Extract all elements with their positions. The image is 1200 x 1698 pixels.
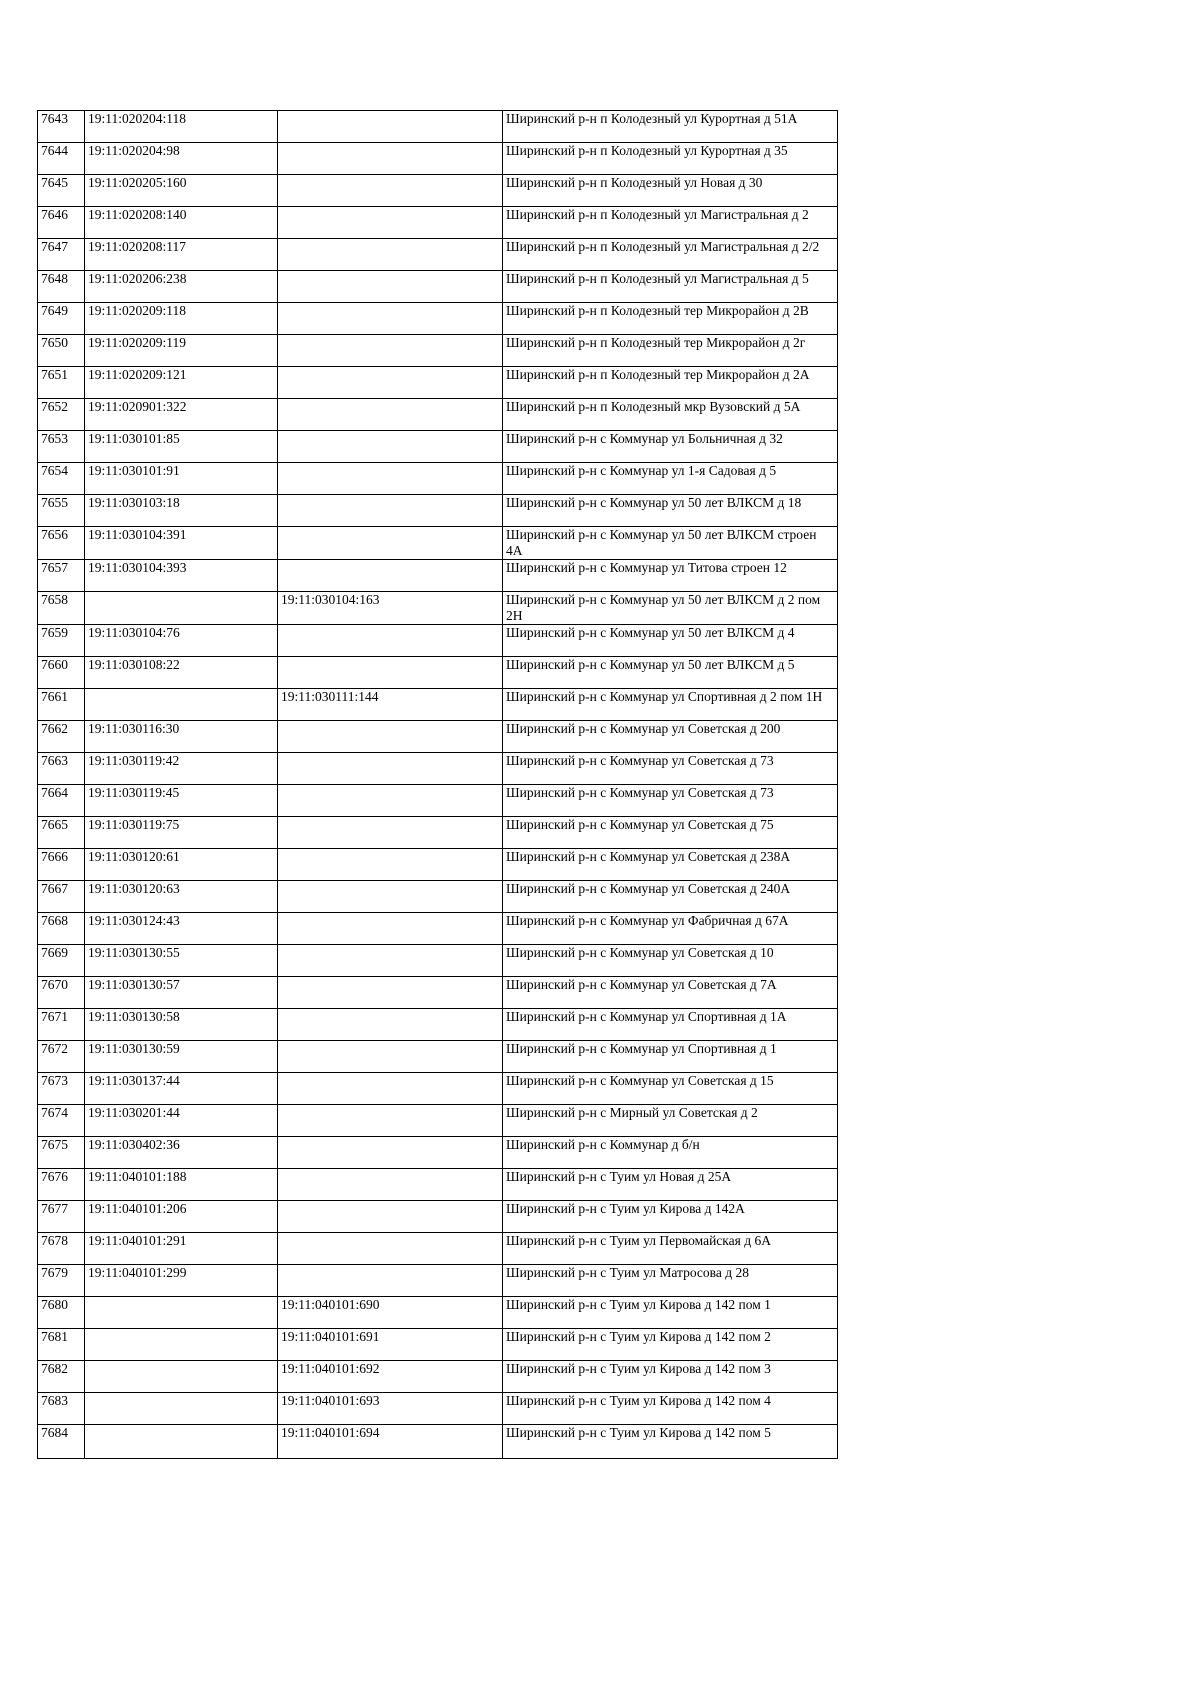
cadastral-number-cell: 19:11:020901:322 — [85, 399, 278, 431]
table-row — [38, 1073, 838, 1105]
table-row — [38, 335, 838, 367]
row-number-cell: 7650 — [38, 335, 85, 367]
premises-cadastral-number-cell — [278, 625, 503, 657]
table-row — [38, 1361, 838, 1393]
row-number-cell: 7679 — [38, 1265, 85, 1297]
table-row — [38, 657, 838, 689]
premises-cadastral-number-cell — [278, 945, 503, 977]
row-number-cell: 7663 — [38, 753, 85, 785]
address-cell: Ширинский р-н с Коммунар ул Советская д 15 — [503, 1073, 838, 1105]
cadastral-number-cell: 19:11:030130:58 — [85, 1009, 278, 1041]
row-number-cell: 7682 — [38, 1361, 85, 1393]
cadastral-number-cell: 19:11:030201:44 — [85, 1105, 278, 1137]
table-row — [38, 689, 838, 721]
table-row — [38, 1233, 838, 1265]
address-cell: Ширинский р-н п Колодезный тер Микрорайон д 2В — [503, 303, 838, 335]
row-number-cell: 7644 — [38, 143, 85, 175]
row-number-cell: 7662 — [38, 721, 85, 753]
address-cell: Ширинский р-н с Туим ул Кирова д 142 пом 3 — [503, 1361, 838, 1393]
table-row — [38, 111, 838, 143]
row-number-cell: 7652 — [38, 399, 85, 431]
row-number-cell: 7668 — [38, 913, 85, 945]
cadastral-number-cell: 19:11:030130:59 — [85, 1041, 278, 1073]
row-number-cell: 7659 — [38, 625, 85, 657]
cadastral-number-cell: 19:11:040101:299 — [85, 1265, 278, 1297]
table-row — [38, 721, 838, 753]
address-cell: Ширинский р-н п Колодезный ул Курортная д 51А — [503, 111, 838, 143]
table-row — [38, 1009, 838, 1041]
row-number-cell: 7661 — [38, 689, 85, 721]
premises-cadastral-number-cell — [278, 271, 503, 303]
registry-table — [37, 110, 838, 1459]
address-cell: Ширинский р-н с Туим ул Новая д 25А — [503, 1169, 838, 1201]
cadastral-number-cell: 19:11:030104:393 — [85, 560, 278, 592]
premises-cadastral-number-cell — [278, 335, 503, 367]
cadastral-number-cell: 19:11:030137:44 — [85, 1073, 278, 1105]
premises-cadastral-number-cell — [278, 753, 503, 785]
row-number-cell: 7672 — [38, 1041, 85, 1073]
address-cell: Ширинский р-н с Туим ул Кирова д 142 пом 2 — [503, 1329, 838, 1361]
table-row — [38, 1265, 838, 1297]
cadastral-number-cell: 19:11:030120:63 — [85, 881, 278, 913]
premises-cadastral-number-cell: 19:11:040101:691 — [278, 1329, 503, 1361]
row-number-cell: 7665 — [38, 817, 85, 849]
cadastral-number-cell — [85, 592, 278, 625]
address-cell: Ширинский р-н п Колодезный ул Магистральная д 5 — [503, 271, 838, 303]
premises-cadastral-number-cell — [278, 143, 503, 175]
row-number-cell: 7670 — [38, 977, 85, 1009]
cadastral-number-cell: 19:11:020209:119 — [85, 335, 278, 367]
cadastral-number-cell: 19:11:040101:188 — [85, 1169, 278, 1201]
premises-cadastral-number-cell — [278, 1009, 503, 1041]
row-number-cell: 7667 — [38, 881, 85, 913]
table-row — [38, 1105, 838, 1137]
address-cell: Ширинский р-н с Коммунар ул Советская д 73 — [503, 785, 838, 817]
cadastral-number-cell — [85, 1329, 278, 1361]
address-cell: Ширинский р-н с Туим ул Кирова д 142 пом 5 — [503, 1425, 838, 1459]
premises-cadastral-number-cell — [278, 881, 503, 913]
table-row — [38, 207, 838, 239]
premises-cadastral-number-cell: 19:11:040101:694 — [278, 1425, 503, 1459]
cadastral-number-cell: 19:11:030116:30 — [85, 721, 278, 753]
premises-cadastral-number-cell — [278, 1041, 503, 1073]
address-cell: Ширинский р-н с Туим ул Матросова д 28 — [503, 1265, 838, 1297]
cadastral-number-cell — [85, 1393, 278, 1425]
premises-cadastral-number-cell — [278, 785, 503, 817]
table-row — [38, 913, 838, 945]
cadastral-number-cell: 19:11:020208:117 — [85, 239, 278, 271]
address-cell: Ширинский р-н с Коммунар ул Больничная д 32 — [503, 431, 838, 463]
premises-cadastral-number-cell: 19:11:040101:692 — [278, 1361, 503, 1393]
table-row — [38, 527, 838, 560]
row-number-cell: 7643 — [38, 111, 85, 143]
premises-cadastral-number-cell — [278, 495, 503, 527]
premises-cadastral-number-cell: 19:11:040101:690 — [278, 1297, 503, 1329]
row-number-cell: 7683 — [38, 1393, 85, 1425]
table-row — [38, 239, 838, 271]
table-row — [38, 1201, 838, 1233]
table-row — [38, 1041, 838, 1073]
table-row — [38, 881, 838, 913]
table-row — [38, 1169, 838, 1201]
premises-cadastral-number-cell — [278, 207, 503, 239]
table-row — [38, 367, 838, 399]
address-cell: Ширинский р-н с Коммунар ул 1-я Садовая д 5 — [503, 463, 838, 495]
row-number-cell: 7664 — [38, 785, 85, 817]
premises-cadastral-number-cell — [278, 913, 503, 945]
row-number-cell: 7654 — [38, 463, 85, 495]
cadastral-number-cell: 19:11:030104:391 — [85, 527, 278, 560]
address-cell: Ширинский р-н с Туим ул Кирова д 142 пом 4 — [503, 1393, 838, 1425]
cadastral-number-cell: 19:11:020204:98 — [85, 143, 278, 175]
premises-cadastral-number-cell — [278, 817, 503, 849]
address-cell: Ширинский р-н п Колодезный ул Курортная д 35 — [503, 143, 838, 175]
row-number-cell: 7651 — [38, 367, 85, 399]
cadastral-number-cell: 19:11:020204:118 — [85, 111, 278, 143]
cadastral-number-cell: 19:11:030119:42 — [85, 753, 278, 785]
premises-cadastral-number-cell — [278, 527, 503, 560]
address-cell: Ширинский р-н п Колодезный ул Новая д 30 — [503, 175, 838, 207]
table-row — [38, 785, 838, 817]
premises-cadastral-number-cell — [278, 1233, 503, 1265]
address-cell: Ширинский р-н с Коммунар ул Спортивная д 1А — [503, 1009, 838, 1041]
table-row — [38, 945, 838, 977]
premises-cadastral-number-cell — [278, 399, 503, 431]
premises-cadastral-number-cell — [278, 1137, 503, 1169]
table-row — [38, 175, 838, 207]
table-row — [38, 271, 838, 303]
table-row — [38, 977, 838, 1009]
row-number-cell: 7671 — [38, 1009, 85, 1041]
table-row — [38, 303, 838, 335]
cadastral-number-cell: 19:11:020205:160 — [85, 175, 278, 207]
address-cell: Ширинский р-н с Туим ул Кирова д 142А — [503, 1201, 838, 1233]
address-cell: Ширинский р-н п Колодезный ул Магистральная д 2/2 — [503, 239, 838, 271]
address-cell: Ширинский р-н с Коммунар ул Титова строен 12 — [503, 560, 838, 592]
row-number-cell: 7655 — [38, 495, 85, 527]
premises-cadastral-number-cell — [278, 1265, 503, 1297]
address-cell: Ширинский р-н с Коммунар ул 50 лет ВЛКСМ строен 4А — [503, 527, 838, 560]
cadastral-number-cell: 19:11:030108:22 — [85, 657, 278, 689]
row-number-cell: 7669 — [38, 945, 85, 977]
address-cell: Ширинский р-н с Коммунар ул Советская д 73 — [503, 753, 838, 785]
cadastral-number-cell: 19:11:020209:118 — [85, 303, 278, 335]
address-cell: Ширинский р-н с Коммунар ул Спортивная д 1 — [503, 1041, 838, 1073]
address-cell: Ширинский р-н с Коммунар ул 50 лет ВЛКСМ д 4 — [503, 625, 838, 657]
row-number-cell: 7647 — [38, 239, 85, 271]
address-cell: Ширинский р-н с Коммунар д б/н — [503, 1137, 838, 1169]
address-cell: Ширинский р-н п Колодезный тер Микрорайон д 2г — [503, 335, 838, 367]
premises-cadastral-number-cell — [278, 1105, 503, 1137]
premises-cadastral-number-cell: 19:11:030111:144 — [278, 689, 503, 721]
cadastral-number-cell: 19:11:030101:91 — [85, 463, 278, 495]
cadastral-number-cell: 19:11:020209:121 — [85, 367, 278, 399]
address-cell: Ширинский р-н с Коммунар ул Советская д 238А — [503, 849, 838, 881]
cadastral-number-cell: 19:11:030119:75 — [85, 817, 278, 849]
row-number-cell: 7666 — [38, 849, 85, 881]
table-row — [38, 1329, 838, 1361]
cadastral-number-cell: 19:11:030124:43 — [85, 913, 278, 945]
premises-cadastral-number-cell — [278, 239, 503, 271]
address-cell: Ширинский р-н с Коммунар ул 50 лет ВЛКСМ д 5 — [503, 657, 838, 689]
address-cell: Ширинский р-н п Колодезный ул Магистральная д 2 — [503, 207, 838, 239]
cadastral-number-cell — [85, 689, 278, 721]
cadastral-number-cell — [85, 1361, 278, 1393]
cadastral-number-cell: 19:11:030119:45 — [85, 785, 278, 817]
address-cell: Ширинский р-н с Коммунар ул Фабричная д 67А — [503, 913, 838, 945]
cadastral-number-cell: 19:11:040101:291 — [85, 1233, 278, 1265]
premises-cadastral-number-cell — [278, 977, 503, 1009]
premises-cadastral-number-cell — [278, 1169, 503, 1201]
cadastral-number-cell — [85, 1297, 278, 1329]
address-cell: Ширинский р-н п Колодезный тер Микрорайон д 2А — [503, 367, 838, 399]
cadastral-number-cell: 19:11:030130:55 — [85, 945, 278, 977]
cadastral-number-cell: 19:11:030104:76 — [85, 625, 278, 657]
premises-cadastral-number-cell — [278, 303, 503, 335]
address-cell: Ширинский р-н с Коммунар ул 50 лет ВЛКСМ д 18 — [503, 495, 838, 527]
address-cell: Ширинский р-н с Туим ул Первомайская д 6А — [503, 1233, 838, 1265]
cadastral-number-cell: 19:11:030101:85 — [85, 431, 278, 463]
address-cell: Ширинский р-н с Коммунар ул 50 лет ВЛКСМ д 2 пом 2Н — [503, 592, 838, 625]
cadastral-number-cell: 19:11:030402:36 — [85, 1137, 278, 1169]
cadastral-number-cell: 19:11:020208:140 — [85, 207, 278, 239]
table-row — [38, 143, 838, 175]
address-cell: Ширинский р-н с Коммунар ул Советская д 10 — [503, 945, 838, 977]
address-cell: Ширинский р-н с Коммунар ул Советская д 75 — [503, 817, 838, 849]
row-number-cell: 7645 — [38, 175, 85, 207]
table-row — [38, 1425, 838, 1459]
premises-cadastral-number-cell — [278, 431, 503, 463]
row-number-cell: 7673 — [38, 1073, 85, 1105]
table-row — [38, 431, 838, 463]
table-row — [38, 1137, 838, 1169]
premises-cadastral-number-cell — [278, 657, 503, 689]
address-cell: Ширинский р-н п Колодезный мкр Вузовский д 5А — [503, 399, 838, 431]
table-row — [38, 399, 838, 431]
premises-cadastral-number-cell — [278, 367, 503, 399]
row-number-cell: 7681 — [38, 1329, 85, 1361]
row-number-cell: 7675 — [38, 1137, 85, 1169]
address-cell: Ширинский р-н с Коммунар ул Советская д 7А — [503, 977, 838, 1009]
row-number-cell: 7658 — [38, 592, 85, 625]
row-number-cell: 7646 — [38, 207, 85, 239]
address-cell: Ширинский р-н с Коммунар ул Советская д 240А — [503, 881, 838, 913]
row-number-cell: 7649 — [38, 303, 85, 335]
cadastral-number-cell: 19:11:040101:206 — [85, 1201, 278, 1233]
premises-cadastral-number-cell — [278, 721, 503, 753]
address-cell: Ширинский р-н с Туим ул Кирова д 142 пом 1 — [503, 1297, 838, 1329]
row-number-cell: 7680 — [38, 1297, 85, 1329]
row-number-cell: 7656 — [38, 527, 85, 560]
cadastral-number-cell: 19:11:030130:57 — [85, 977, 278, 1009]
row-number-cell: 7678 — [38, 1233, 85, 1265]
table-row — [38, 1297, 838, 1329]
premises-cadastral-number-cell — [278, 111, 503, 143]
cadastral-number-cell — [85, 1425, 278, 1459]
table-row — [38, 849, 838, 881]
premises-cadastral-number-cell: 19:11:040101:693 — [278, 1393, 503, 1425]
premises-cadastral-number-cell — [278, 463, 503, 495]
row-number-cell: 7660 — [38, 657, 85, 689]
premises-cadastral-number-cell — [278, 849, 503, 881]
row-number-cell: 7676 — [38, 1169, 85, 1201]
table-row — [38, 753, 838, 785]
registry-table-body — [38, 111, 838, 1459]
table-row — [38, 495, 838, 527]
premises-cadastral-number-cell — [278, 1201, 503, 1233]
premises-cadastral-number-cell — [278, 560, 503, 592]
address-cell: Ширинский р-н с Мирный ул Советская д 2 — [503, 1105, 838, 1137]
premises-cadastral-number-cell — [278, 175, 503, 207]
premises-cadastral-number-cell: 19:11:030104:163 — [278, 592, 503, 625]
row-number-cell: 7648 — [38, 271, 85, 303]
address-cell: Ширинский р-н с Коммунар ул Спортивная д 2 пом 1Н — [503, 689, 838, 721]
row-number-cell: 7653 — [38, 431, 85, 463]
table-row — [38, 1393, 838, 1425]
cadastral-number-cell: 19:11:030120:61 — [85, 849, 278, 881]
row-number-cell: 7684 — [38, 1425, 85, 1459]
row-number-cell: 7657 — [38, 560, 85, 592]
cadastral-number-cell: 19:11:020206:238 — [85, 271, 278, 303]
table-row — [38, 592, 838, 625]
table-row — [38, 817, 838, 849]
table-row — [38, 625, 838, 657]
table-row — [38, 560, 838, 592]
address-cell: Ширинский р-н с Коммунар ул Советская д 200 — [503, 721, 838, 753]
table-row — [38, 463, 838, 495]
cadastral-number-cell: 19:11:030103:18 — [85, 495, 278, 527]
premises-cadastral-number-cell — [278, 1073, 503, 1105]
row-number-cell: 7677 — [38, 1201, 85, 1233]
row-number-cell: 7674 — [38, 1105, 85, 1137]
